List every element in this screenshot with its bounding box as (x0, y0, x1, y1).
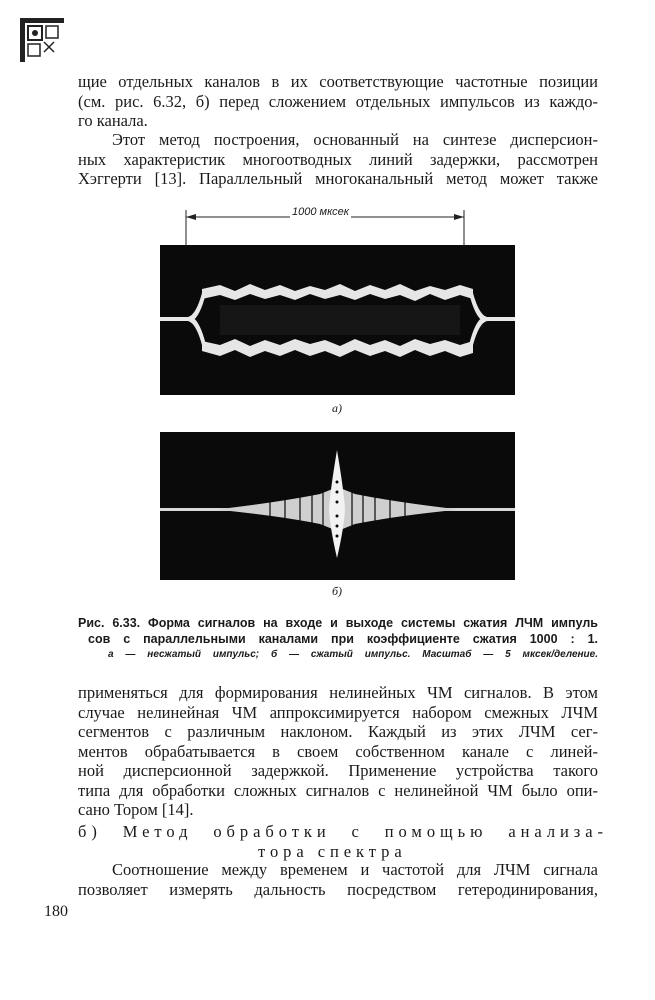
corner-ornament-icon (20, 18, 64, 62)
text-line: щие отдельных каналов в их соответствующие частотные позиции (78, 72, 598, 91)
caption-line: Рис. 6.33. Форма сигналов на входе и выходе системы сжатия ЛЧМ импуль (78, 616, 598, 630)
text-line: ментов обрабатывается в своем собственном канале с линей- (78, 741, 598, 761)
text-line: типа для обработки сложных сигналов с нелинейной ЧМ было опи- (78, 780, 598, 800)
second-paragraph (78, 130, 598, 189)
text-line: ных характеристик многоотводных линий задержки, рассмотрен (78, 149, 598, 169)
top-paragraph (78, 72, 598, 131)
caption-line: сов с параллельными каналами при коэффициенте сжатия 1000 : 1. (88, 632, 598, 646)
text-line: позволяет измерять дальность посредством гетеродинирования, (78, 879, 598, 899)
section-heading (78, 822, 608, 862)
heading-line: б) Метод обработки с помощью анализа- (78, 822, 608, 841)
figure-b-label: б) (332, 584, 343, 598)
text-line: ной дисперсионной задержкой. Применение устройства такого (78, 761, 598, 780)
figure-a-label: а) (332, 401, 342, 415)
text-line: (см. рис. 6.32, б) перед сложением отдельных импульсов из каждо- (78, 91, 598, 111)
text-line: применяться для формирования нелинейных ЧМ сигналов. В этом (78, 683, 598, 702)
text-line: Этот метод построения, основанный на синтезе дисперсион- (112, 130, 598, 149)
figure-caption (78, 615, 598, 663)
text-line: сано Тором [14]. (78, 800, 194, 819)
text-line: случае нелинейная ЧМ аппроксимируется набором смежных ЛЧМ (78, 702, 598, 722)
text-line: Соотношение между временем и частотой для ЛЧМ сигнала (112, 860, 598, 879)
last-paragraph (78, 860, 598, 899)
third-paragraph (78, 683, 598, 820)
text-line: го канала. (78, 111, 148, 130)
caption-line: а — несжатый импульс; б — сжатый импульс. Масштаб — 5 мксек/деление. (108, 649, 598, 660)
figure-b-compressed-pulse (160, 432, 515, 580)
figure-a-uncompressed-pulse (160, 245, 515, 395)
text-line: сегментов с различным наклоном. Каждый из этих ЛЧМ сег- (78, 722, 598, 741)
page-number: 180 (44, 903, 68, 920)
heading-line: тора спектра (258, 842, 407, 861)
dimension-label: 1000 мксек (292, 206, 349, 218)
text-line: Хэггерти [13]. Параллельный многоканальный метод может также (78, 169, 598, 188)
